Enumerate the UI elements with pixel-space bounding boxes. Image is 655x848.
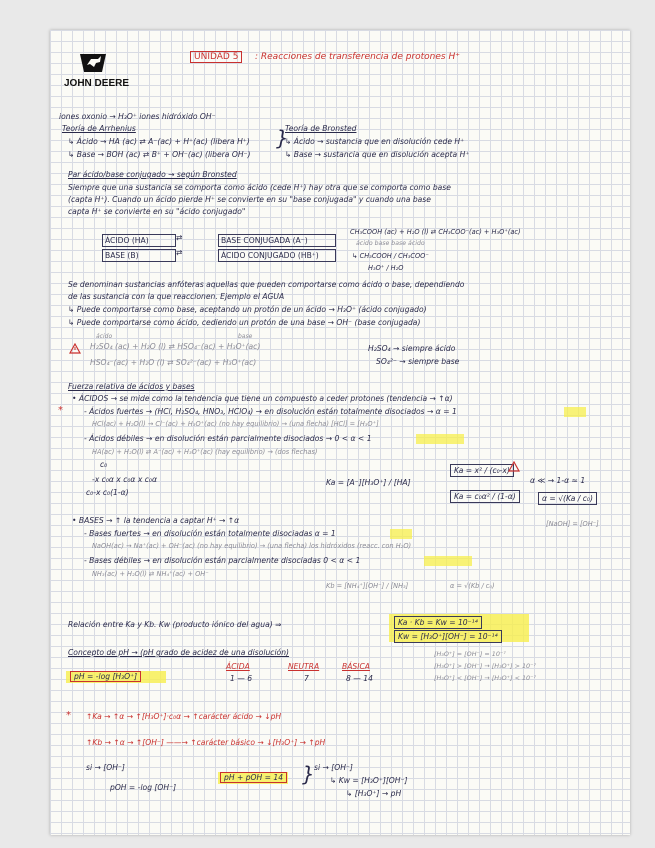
notebook-page	[50, 30, 630, 835]
strong-base-relation: [NaOH] = [OH⁻]	[546, 520, 599, 528]
alpha-one-highlight	[390, 529, 412, 539]
acids-heading: • ÁCIDOS → se mide como la tendencia que tiene un compuesto a ceder protones (tendencia → ↑α)	[72, 394, 453, 403]
amph-eq-2: HSO₄⁻(ac) + H₂O (l) ⇄ SO₄²⁻(ac) + H₃O⁺(ac)	[90, 358, 257, 367]
neutral-range: 7	[304, 674, 309, 683]
amph-eq-1: H₂SO₄ (ac) + H₂O (l) ⇄ HSO₄⁻(ac) + H₃O⁺(ac)	[90, 342, 261, 351]
weak-base-eq: NH₃(ac) + H₂O(l) ⇄ NH₄⁺(ac) + OH⁻	[92, 570, 209, 578]
alpha-one-highlight	[564, 407, 586, 417]
amph-text-4: ↳ Puede comportarse como ácido, cediendo un protón de una base → OH⁻ (base conjugada)	[68, 318, 421, 327]
bases-heading: • BASES → ↑ la tendencia a captar H⁺ → ↑α	[72, 516, 240, 525]
star-icon: *	[58, 405, 63, 416]
ice-change: -x c₀α x c₀α x c₀α	[92, 475, 157, 484]
h3o-to-ph: ↳ [H₃O⁺] → pH	[346, 789, 402, 798]
ka-kb-box: Ka · Kb = Kw = 10⁻¹⁴	[394, 616, 482, 629]
acid-cell: ÁCIDO (HA)	[102, 234, 176, 247]
strong-acid-eq: HCl(ac) + H₂O(l) → Cl⁻(ac) + H₃O⁺(ac) (no hay equilibrio) → (una flecha) [HCl] = [H₃O⁺]	[92, 420, 379, 428]
amph-text-1: Se denominan sustancias anfóteras aquellas que pueden comportarse como ácido o base, dependiendo	[68, 280, 465, 289]
brace: }	[276, 126, 289, 150]
warning-triangle-icon	[508, 457, 520, 476]
acid-label: ácido	[96, 333, 113, 340]
star-icon: *	[66, 710, 71, 721]
ka-summary: ↑Ka → ↑α → ↑[H₃O⁺]·c₀α → ↑carácter ácido → ↓pH	[86, 712, 282, 721]
kb-summary: ↑Kb → ↑α → ↑[OH⁻] ——→ ↑carácter básico → ↓[H₃O⁺] → ↑pH	[86, 738, 326, 747]
strong-base-eq: NaOH(ac) → Na⁺(ac) + OH⁻(ac) (no hay equilibrio) → (una flecha) los hidróxidos (reacc. con H₂O)	[92, 542, 412, 550]
arrhenius-base: ↳ Base → BOH (ac) ⇄ B⁺ + OH⁻(ac) (libera OH⁻)	[68, 150, 251, 159]
pair-text-2: (capta H⁺). Cuando un ácido pierde H⁺ se convierte en su "base conjugada" y cuando una base	[68, 195, 431, 204]
poh-formula: pOH = -log [OH⁻]	[110, 783, 177, 792]
example-pair-1: ↳ CH₃COOH / CH₃COO⁻	[352, 252, 429, 260]
basic-range-label: BÁSICA	[342, 662, 370, 671]
ice-equilibrium: c₀-x c₀(1-α)	[86, 488, 129, 497]
example-eq: CH₃COOH (ac) + H₂O (l) ⇄ CH₃COO⁻(ac) + H₃O⁺(ac)	[350, 228, 521, 236]
neutral-range-label: NEUTRA	[288, 662, 320, 671]
conj-acid-cell: ÁCIDO CONJUGADO (HB⁺)	[218, 249, 336, 262]
example-pair-2: H₃O⁺ / H₂O	[368, 264, 404, 272]
bronsted-base: ↳ Base → sustancia que en disolución acepta H⁺	[285, 150, 470, 159]
ions-line: iones oxonio → H₃O⁺ iones hidróxido OH⁻	[59, 112, 216, 121]
page-title: : Reacciones de transferencia de protones H⁺	[255, 52, 460, 62]
strong-acids: - Ácidos fuertes → (HCl, H₂SO₄, HNO₃, HClO₄) → en disolución están totalmente disociados → α = 1	[84, 407, 457, 416]
amph-note-2: SO₄²⁻ → siempre base	[376, 357, 460, 366]
brace: }	[302, 762, 315, 786]
si-oh-right: si → [OH⁻]	[314, 763, 353, 772]
base-cell: BASE (B)	[102, 249, 176, 262]
ph-poh-sum: pH + pOH = 14	[220, 772, 287, 783]
unit-label: UNIDAD 5	[190, 51, 242, 63]
equilibrium-arrow: ⇄	[176, 233, 183, 242]
warning-triangle-icon	[69, 339, 81, 358]
alpha-approx: α ≪ → 1-α ≈ 1	[530, 476, 586, 485]
ice-c0: c₀	[100, 460, 108, 469]
amph-text-2: de las sustancia con la que reaccionen. Ejemplo el AGUA	[68, 292, 285, 301]
amph-note-1: H₂SO₄ → siempre ácido	[368, 344, 456, 353]
relation-text: Relación entre Ka y Kb. Kw (producto iónico del agua) ⇒	[68, 620, 282, 629]
si-oh-left: si → [OH⁻]	[86, 763, 125, 772]
ph-acid-cond: [H₃O⁺] > [OH⁻] → [H₃O⁺] > 10⁻⁷	[434, 662, 537, 670]
weak-acids: - Ácidos débiles → en disolución están parcialmente disociados → 0 < α < 1	[84, 434, 372, 443]
kb-alpha: α = √(Kb / c₀)	[450, 582, 495, 590]
arrhenius-acid: ↳ Ácido → HA (ac) ⇄ A⁻(ac) + H⁺(ac) (libera H⁺)	[68, 137, 250, 146]
basic-range: 8 — 14	[346, 674, 373, 683]
ka-formula-1: Ka = x² / (c₀-x)	[450, 464, 514, 477]
conjugate-pair-title: Par ácido/base conjugado → según Bronsted	[68, 170, 237, 179]
ka-expression: Ka = [A⁻][H₃O⁺] / [HA]	[326, 478, 411, 487]
equilibrium-arrow: ⇄	[176, 248, 183, 257]
ph-title: Concepto de pH → (pH grado de acidez de una disolución)	[68, 648, 289, 657]
strong-bases: - Bases fuertes → en disolución están totalmente disociadas α = 1	[84, 529, 336, 538]
bronsted-acid: ↳ Ácido → sustancia que en disolución cede H⁺	[285, 137, 465, 146]
arrhenius-title: Teoría de Arrhenius	[62, 124, 136, 133]
ph-neutral-cond: [H₃O⁺] = [OH⁻] = 10⁻⁷	[434, 650, 506, 658]
weak-acid-eq: HA(ac) + H₂O(l) ⇄ A⁻(ac) + H₃O⁺(ac) (hay equilibrio) → (dos flechas)	[92, 448, 318, 456]
bronsted-title: Teoría de Bronsted	[285, 124, 357, 133]
pair-text-1: Siempre que una sustancia se comporta como ácido (cede H⁺) hay otra que se comporta como base	[68, 183, 451, 192]
kw-expression: ↳ Kw = [H₃O⁺][OH⁻]	[330, 776, 408, 785]
weak-bases: - Bases débiles → en disolución están parcialmente disociadas 0 < α < 1	[84, 556, 361, 565]
deer-logo-icon	[78, 50, 108, 74]
alpha-range-highlight	[416, 434, 464, 444]
example-labels: ácido base base ácido	[356, 240, 425, 247]
acid-range: 1 — 6	[230, 674, 253, 683]
ph-basic-cond: [H₃O⁺] < [OH⁻] → [H₃O⁺] < 10⁻⁷	[434, 674, 537, 682]
strength-title: Fuerza relativa de ácidos y bases	[68, 382, 195, 391]
acid-range-label: ÁCIDA	[226, 662, 250, 671]
kw-box: Kw = [H₃O⁺][OH⁻] = 10⁻¹⁴	[394, 630, 502, 643]
kb-expression: Kb = [NH₄⁺][OH⁻] / [NH₃]	[326, 582, 409, 590]
conj-base-cell: BASE CONJUGADA (A⁻)	[218, 234, 336, 247]
brand-name: JOHN DEERE	[64, 78, 130, 89]
alpha-formula: α = √(Ka / c₀)	[538, 492, 597, 505]
pair-text-3: capta H⁺ se convierte en su "ácido conjugado"	[68, 207, 246, 216]
amph-text-3: ↳ Puede comportarse como base, aceptando un protón de un ácido → H₃O⁺ (ácido conjugado)	[68, 305, 427, 314]
alpha-range-highlight	[424, 556, 472, 566]
ph-formula: pH = -log [H₃O⁺]	[70, 671, 141, 682]
base-label: base	[238, 333, 253, 340]
ka-formula-2: Ka = c₀α² / (1-α)	[450, 490, 520, 503]
